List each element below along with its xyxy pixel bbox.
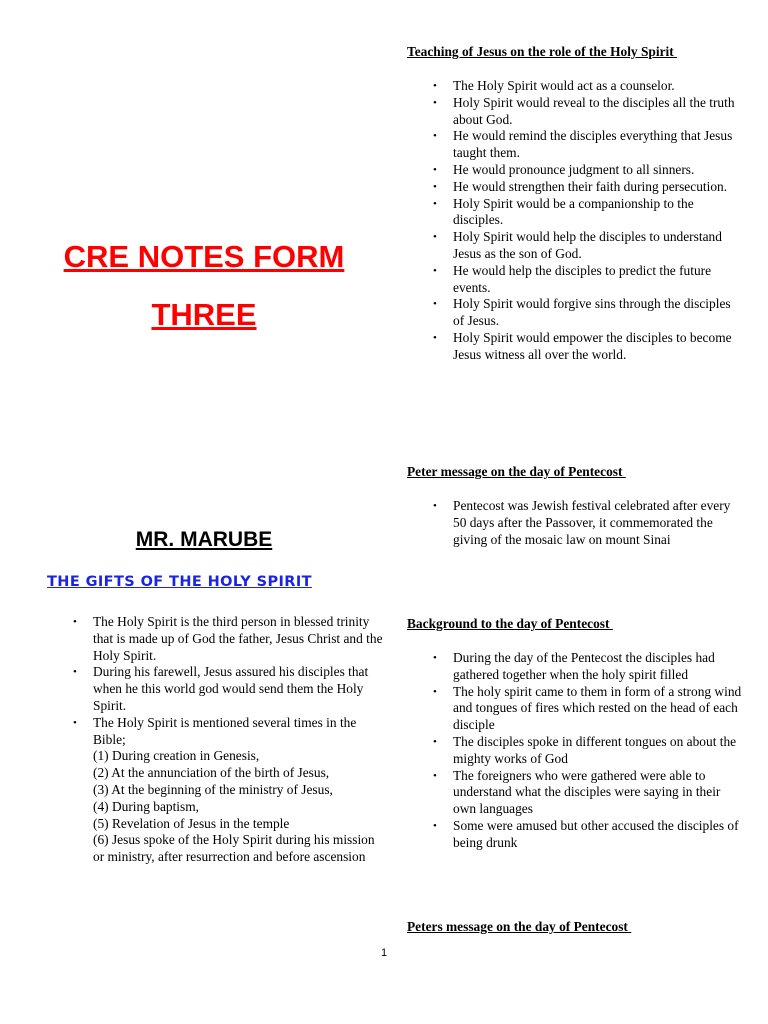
- background-list: [433, 650, 745, 852]
- list-item: • Pentecost was Jewish festival celebrated after every 50 days after the Passover, it commemorated the giving of the mosaic law on mount Sinai: [453, 498, 743, 548]
- teaching-list: [433, 78, 743, 364]
- bible-mention: (6) Jesus spoke of the Holy Spirit during his mission or ministry, after resurrection and before ascension: [93, 832, 375, 865]
- title-line-2: THREE: [151, 297, 257, 332]
- list-item: • Holy Spirit would empower the disciples to become Jesus witness all over the world.: [453, 330, 743, 364]
- peters-message-heading: Peters message on the day of Pentecost: [407, 919, 632, 934]
- bible-mention: (5) Revelation of Jesus in the temple: [93, 815, 290, 831]
- list-item: • Some were amused but other accused the disciples of being drunk: [453, 818, 745, 852]
- bible-mention: (4) During baptism,: [93, 798, 199, 814]
- list-item: • The disciples spoke in different tongues on about the mighty works of God: [453, 734, 745, 768]
- list-item: • The Holy Spirit is the third person in blessed trinity that is made up of God the father, Jesus Christ and the Holy Spirit.: [93, 614, 383, 664]
- list-item: • He would strengthen their faith during persecution.: [453, 179, 743, 196]
- background-heading: Background to the day of Pentecost: [407, 616, 613, 631]
- list-item: • Holy Spirit would forgive sins through the disciples of Jesus.: [453, 296, 743, 330]
- list-item: • During his farewell, Jesus assured his disciples that when he this world god would send them the Holy Spirit.: [93, 664, 383, 714]
- page-number: 1: [380, 947, 388, 959]
- document-title: [40, 228, 368, 344]
- author-name: MR. MARUBE: [135, 528, 273, 551]
- list-item: • The Holy Spirit would act as a counselor.: [453, 78, 743, 95]
- list-item: • The foreigners who were gathered were able to understand what the disciples were saying in their own languages: [453, 768, 745, 818]
- list-item: • He would pronounce judgment to all sinners.: [453, 162, 743, 179]
- list-item: • During the day of the Pentecost the disciples had gathered together when the holy spirit filled: [453, 650, 745, 684]
- list-item: • Holy Spirit would help the disciples to understand Jesus as the son of God.: [453, 229, 743, 263]
- list-item: • The holy spirit came to them in form of a strong wind and tongues of fires which rested on the head of each disciple: [453, 684, 745, 734]
- teaching-heading: Teaching of Jesus on the role of the Holy Spirit: [407, 44, 678, 59]
- bible-mention: (1) During creation in Genesis,: [93, 748, 260, 764]
- gifts-heading: THE GIFTS OF THE HOLY SPIRIT: [47, 574, 312, 590]
- list-item: • He would help the disciples to predict the future events.: [453, 263, 743, 297]
- list-item-text: • The Holy Spirit is mentioned several times in the Bible;: [93, 714, 357, 747]
- title-line-1: CRE NOTES FORM: [63, 239, 345, 274]
- list-item: [93, 715, 383, 866]
- peter-message-list: [433, 498, 743, 548]
- list-item: • Holy Spirit would reveal to the disciples all the truth about God.: [453, 95, 743, 129]
- bible-mention: (2) At the annunciation of the birth of Jesus,: [93, 765, 330, 781]
- peter-message-heading: Peter message on the day of Pentecost: [407, 464, 626, 479]
- gifts-list: [73, 614, 383, 866]
- bible-mention: (3) At the beginning of the ministry of Jesus,: [93, 781, 333, 797]
- list-item: • He would remind the disciples everything that Jesus taught them.: [453, 128, 743, 162]
- list-item: • Holy Spirit would be a companionship to the disciples.: [453, 196, 743, 230]
